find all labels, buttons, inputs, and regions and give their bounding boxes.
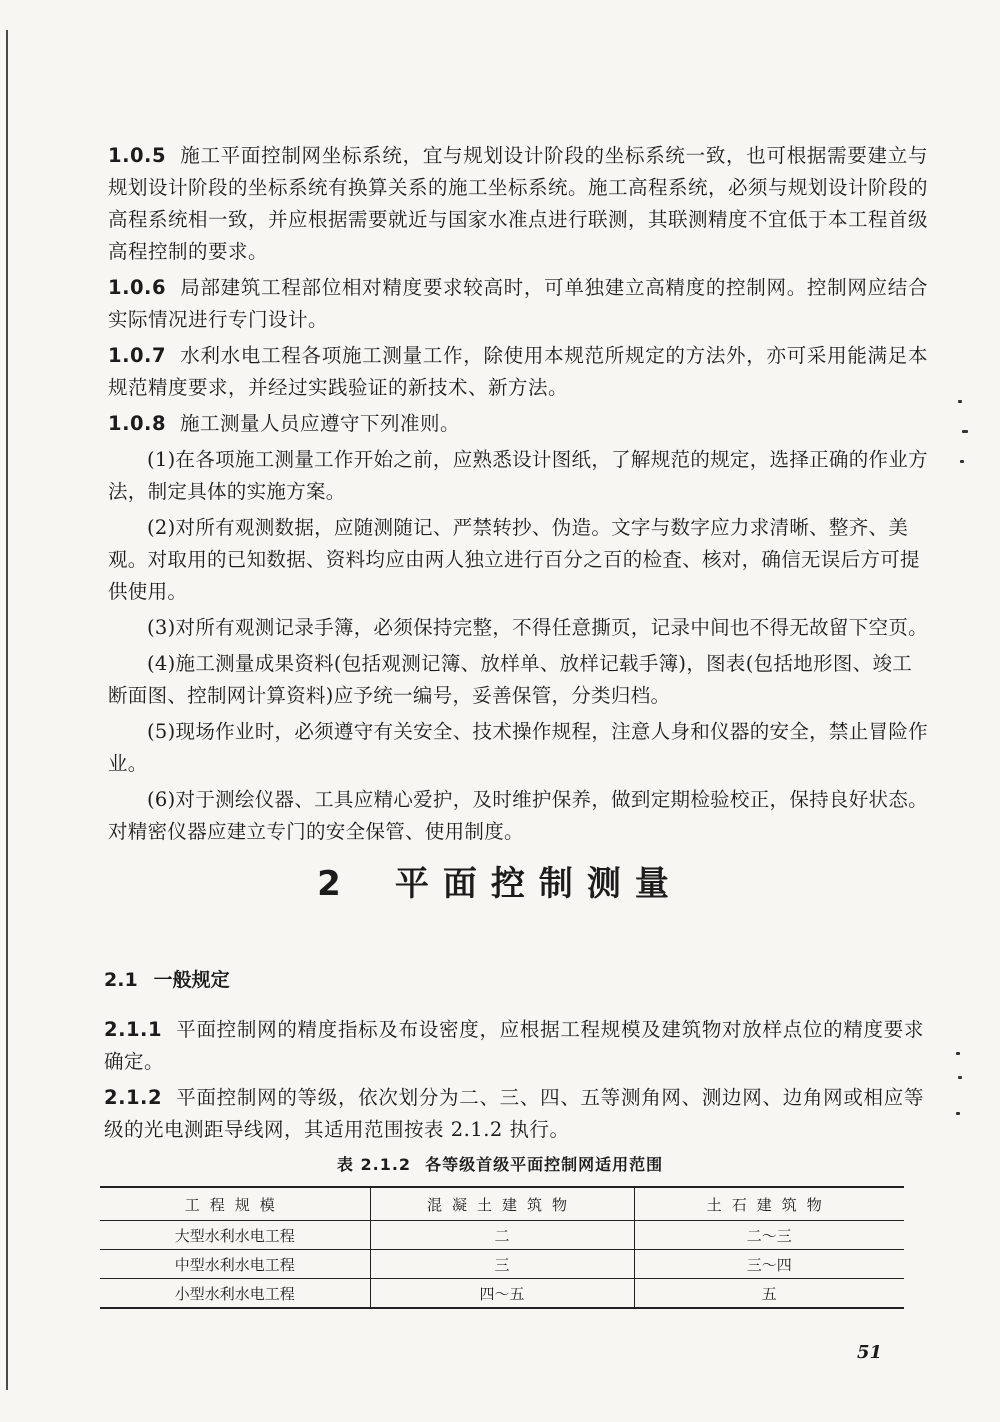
scan-speck [962,430,968,433]
table-row [100,1221,904,1250]
table-cell: 四～五 [370,1279,634,1309]
scan-speck [956,1052,960,1055]
table-cell: 二 [370,1221,634,1250]
clause-1-0-7 [108,340,928,404]
page-number: 51 [856,1342,882,1363]
rule-item-1: (1)在各项施工测量工作开始之前，应熟悉设计图纸，了解规范的规定，选择正确的作业方法，制定具体的实施方案。 [108,448,928,503]
clause-text: 施工平面控制网坐标系统，宜与规划设计阶段的坐标系统一致，也可根据需要建立与规划设计阶段的坐标系统有换算关系的施工坐标系统。施工高程系统，必须与规划设计阶段的高程系统相一致，并应根据需要就近与国家水准点进行联测，其联测精度不宜低于本工程首级高程控制的要求。 [108,144,929,263]
clause-number: 1.0.7 [108,344,167,367]
header-concrete-structures: 混凝土建筑物 [370,1187,634,1221]
chapter-heading [0,856,1000,905]
table-cell: 三 [370,1250,634,1279]
rule-item-5: (5)现场作业时，必须遵守有关安全、技术操作规程，注意人身和仪器的安全，禁止冒险作业。 [108,720,928,775]
table-caption-title: 各等级首级平面控制网适用范围 [425,1155,664,1174]
table-header-row [100,1187,904,1221]
clause-text: 平面控制网的精度指标及布设密度，应根据工程规模及建筑物对放样点位的精度要求确定。 [104,1018,924,1073]
table-cell: 大型水利水电工程 [100,1221,370,1250]
section-2-1-text [104,1014,924,1146]
table-cell: 中型水利水电工程 [100,1250,370,1279]
clause-text: 施工测量人员应遵守下列准则。 [180,412,461,435]
table-cell: 二～三 [634,1221,904,1250]
clause-number: 2.1.1 [104,1018,163,1041]
clause-1-0-5 [108,140,928,268]
clause-text: 水利水电工程各项施工测量工作，除使用本规范所规定的方法外，亦可采用能满足本规范精度要求，并经过实践验证的新技术、新方法。 [108,344,928,399]
rule-item-4: (4)施工测量成果资料(包括观测记簿、放样单、放样记载手簿)，图表(包括地形图、竣工断面图、控制网计算资料)应予统一编号，妥善保管，分类归档。 [108,652,913,707]
control-network-table [100,1186,904,1309]
clause-1-0-6 [108,272,928,336]
header-project-scale: 工程规模 [100,1187,370,1221]
section-heading [104,965,230,992]
table-cell: 五 [634,1279,904,1309]
scan-speck [958,400,962,403]
clause-2-1-1 [104,1014,924,1078]
table-cell: 三～四 [634,1250,904,1279]
scan-speck [956,1112,960,1115]
clause-text: 平面控制网的等级，依次划分为二、三、四、五等测角网、测边网、边角网或相应等级的光电测距导线网，其适用范围按表 2.1.2 执行。 [104,1086,924,1141]
table-row [100,1250,904,1279]
rule-item-3: (3)对所有观测记录手簿，必须保持完整，不得任意撕页，记录中间也不得无故留下空页。 [147,616,928,639]
table-caption-number: 表 2.1.2 [336,1155,412,1174]
clause-number: 1.0.8 [108,412,167,435]
section-title: 一般规定 [153,969,230,991]
table-caption [0,1152,1000,1175]
section-1-text [108,140,928,848]
chapter-title: 平面控制测量 [394,864,683,904]
header-earth-rock-structures: 土石建筑物 [634,1187,904,1221]
chapter-number: 2 [317,864,355,904]
scan-speck [960,460,964,463]
scan-speck [958,1076,962,1079]
rule-item-2: (2)对所有观测数据，应随测随记、严禁转抄、伪造。文字与数字应力求清晰、整齐、美观。对取用的已知数据、资料均应由两人独立进行百分之百的检査、核对，确信无误后方可提供使用。 [108,516,920,603]
section-number: 2.1 [104,969,138,991]
table-row [100,1279,904,1309]
table-cell: 小型水利水电工程 [100,1279,370,1309]
clause-number: 1.0.5 [108,144,167,167]
clause-text: 局部建筑工程部位相对精度要求较高时，可单独建立高精度的控制网。控制网应结合实际情况进行专门设计。 [108,276,928,331]
clause-number: 1.0.6 [108,276,167,299]
clause-number: 2.1.2 [104,1086,163,1109]
rule-item-6: (6)对于测绘仪器、工具应精心爱护，及时维护保养，做到定期检验校正，保持良好状态。对精密仪器应建立专门的安全保管、使用制度。 [108,788,928,843]
clause-2-1-2 [104,1082,924,1146]
clause-1-0-8 [108,408,928,440]
page-edge-rule [6,30,8,1390]
